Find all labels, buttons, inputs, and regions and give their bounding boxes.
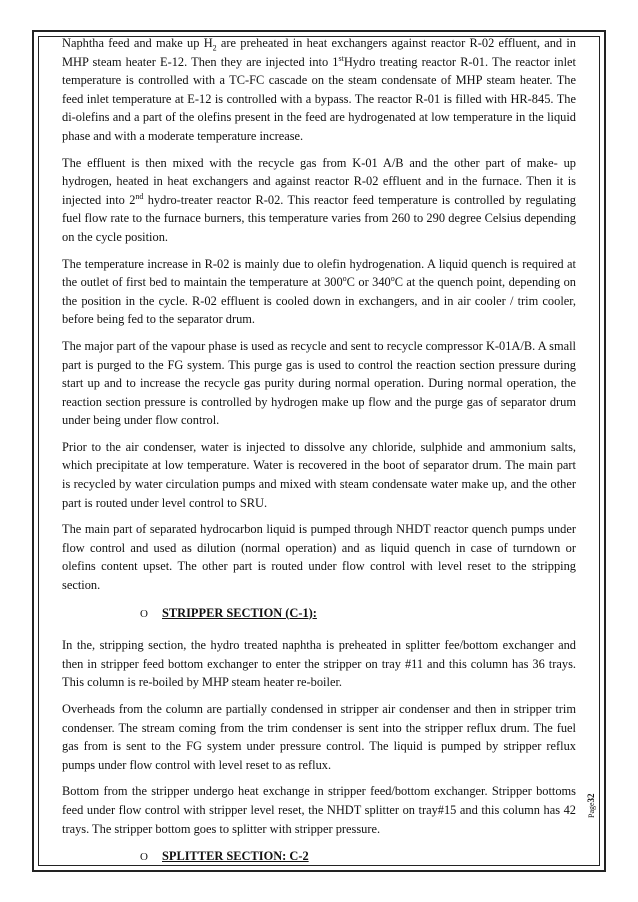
- section-heading-stripper: [62, 604, 576, 624]
- heading-text: SPLITTER SECTION: C-2: [162, 849, 309, 864]
- bullet-icon: O: [140, 607, 148, 620]
- paragraph-reactor-r02: The effluent is then mixed with the recycle gas from K-01 A/B and the other part of make- up hydrogen, heated in heat exchangers and against reactor R-02 effluent and in the furnace. Then it is injected into 2nd hydro-treater reactor R-02. This reactor feed temperature is controlled by regulating fuel flow rate to the furnace burners, this temperature varies from 260 to 290 degree Celsius depending on the cycle position.: [62, 155, 576, 244]
- paragraph-temperature-increase: The temperature increase in R-02 is mainly due to olefin hydrogenation. A liquid quench is required at the outlet of first bed to maintain the temperature at 300$^o$C or 340$^o$C at the quench point, depending on the position in the cycle. R-02 effluent is cooled down in exchangers, and in air cooler / trim cooler, before being fed to the separator drum.: [62, 256, 577, 327]
- section-heading-splitter: [62, 847, 576, 867]
- page-number: Page32: [586, 793, 596, 818]
- heading-text: STRIPPER SECTION (C-1):: [162, 605, 317, 620]
- paragraph-vapour-phase: The major part of the vapour phase is used as recycle and sent to recycle compressor K-01A/B. A small part is purged to the FG system. This purge gas is used to control the reaction section pressure during start up and to increase the recycle gas purity during normal operation. During normal operation, the reaction section pressure is controlled by hydrogen make up flow and the purge gas of separator drum under being under flow control.: [62, 338, 576, 428]
- paragraph-water-injection: Prior to the air condenser, water is injected to dissolve any chloride, sulphide and ammonium salts, which precipitate at low temperature. Water is recovered in the boot of separator drum. The main part is recycled by water circulation pumps and mixed with steam condensate water make up, and the other part is routed under level control to SRU.: [62, 439, 576, 510]
- bullet-icon: O: [140, 851, 148, 864]
- paragraph-hydrocarbon-liquid: The main part of separated hydrocarbon liquid is pumped through NHDT reactor quench pumps under flow control and used as dilution (normal operation) and as liquid quench in case of turndown or olefins content upset. The other part is routed under flow control with level reset to the stripping section.: [62, 522, 576, 593]
- document-body: [62, 34, 576, 880]
- paragraph-overheads: Overheads from the column are partially condensed in stripper air condenser and then in stripper trim condenser. The stream coming from the trim condenser is sent into the stripper reflux drum. The fuel gas from is sent to the FG system under pressure control. The liquid is pumped by stripper reflux pumps under flow control with level reset to as reflux.: [62, 702, 576, 772]
- paragraph-stripper-bottom: Bottom from the stripper undergo heat exchange in stripper feed/bottom exchanger. Stripper bottoms feed under flow control with stripper level reset, the NHDT splitter on tray#15 and this column has 42 trays. The stripper bottom goes to splitter with stripper pressure.: [62, 784, 576, 836]
- paragraph-stripping-section: In the, stripping section, the hydro treated naphtha is preheated in splitter fee/bottom exchanger and then in stripper feed bottom exchanger to enter the stripper on tray #11 and this column has 36 trays. This column is re-boiled by MHP steam heater re-boiler.: [62, 638, 576, 690]
- paragraph-reactor-r01: Naphtha feed and make up $H_2$ are preheated in heat exchangers against reactor R-02 effluent, and in MHP steam heater E-12. Then they are injected into 1stHydro treating reactor R-01. The reactor inlet temperature is controlled with a TC-FC cascade on the steam condensate of MHP steam heater. The feed inlet temperature at E-12 is controlled with a bypass. The reactor R-01 is filled with HR-845. The di-olefins and a part of the olefins present in the feed are hydrogenated at low temperature in the liquid phase and with a moderate temperature increase.: [62, 36, 576, 143]
